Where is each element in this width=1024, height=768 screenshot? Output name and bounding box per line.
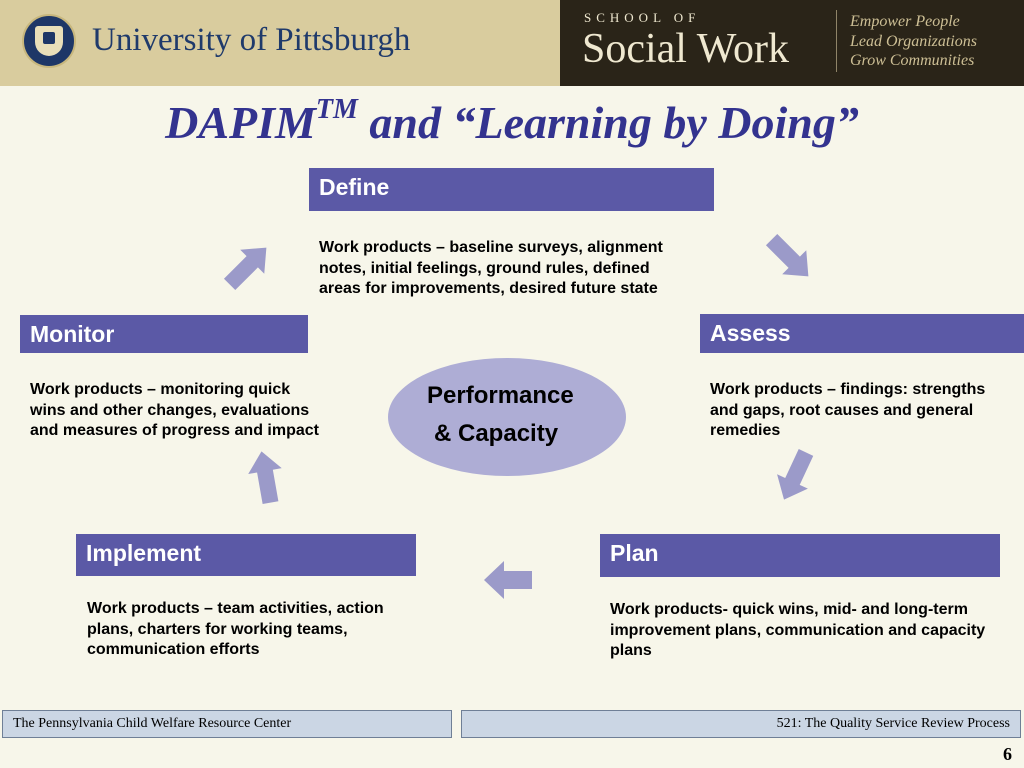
- center-label-line-1: Performance: [427, 382, 574, 409]
- header-divider: [836, 10, 837, 72]
- arrow-define-to-assess-icon: [760, 228, 820, 288]
- phase-assess-text: Work products – findings: strengths and gaps, root causes and general remedies: [710, 381, 986, 439]
- footer-right-box: 521: The Quality Service Review Process: [461, 710, 1021, 738]
- page-number: 6: [1003, 744, 1012, 764]
- phase-define-text: Work products – baseline surveys, alignment notes, initial feelings, ground rules, defined areas for improvements, desired future state: [319, 239, 663, 297]
- tagline-2: Lead Organizations: [850, 33, 977, 50]
- university-seal-icon: [22, 14, 76, 68]
- header-university-banner: [0, 0, 560, 86]
- phase-assess-header: Assess: [700, 314, 1024, 353]
- slide-title: DAPIM™ and “Learning by Doing”: [165, 93, 859, 148]
- phase-implement-header: Implement: [76, 534, 416, 576]
- trademark-superscript: TM: [315, 93, 358, 125]
- footer-left-box: The Pennsylvania Child Welfare Resource Center: [2, 710, 452, 738]
- phase-monitor-text: Work products – monitoring quick wins and other changes, evaluations and measures of progress and impact: [30, 381, 319, 439]
- arrow-implement-to-monitor-icon: [238, 448, 294, 506]
- phase-implement-text: Work products – team activities, action plans, charters for working teams, communication efforts: [87, 600, 384, 658]
- center-ellipse: [388, 358, 626, 476]
- header-school-banner: [560, 0, 1024, 86]
- phase-define-header: Define: [309, 168, 714, 211]
- phase-plan-header: Plan: [600, 534, 1000, 577]
- school-of-label: SCHOOL OF: [584, 10, 701, 25]
- phase-plan-text: Work products- quick wins, mid- and long-term improvement plans, communication and capacity plans: [610, 601, 986, 659]
- phase-monitor-header: Monitor: [20, 315, 308, 353]
- center-label-line-2: & Capacity: [434, 420, 559, 447]
- arrow-monitor-to-define-icon: [218, 236, 278, 296]
- school-name: Social Work: [582, 26, 789, 72]
- arrow-plan-to-implement-icon: [480, 553, 536, 607]
- arrow-assess-to-plan-icon: [765, 448, 825, 504]
- tagline-3: Grow Communities: [850, 52, 975, 69]
- university-name: University of Pittsburgh: [92, 22, 411, 58]
- tagline-1: Empower People: [850, 13, 960, 30]
